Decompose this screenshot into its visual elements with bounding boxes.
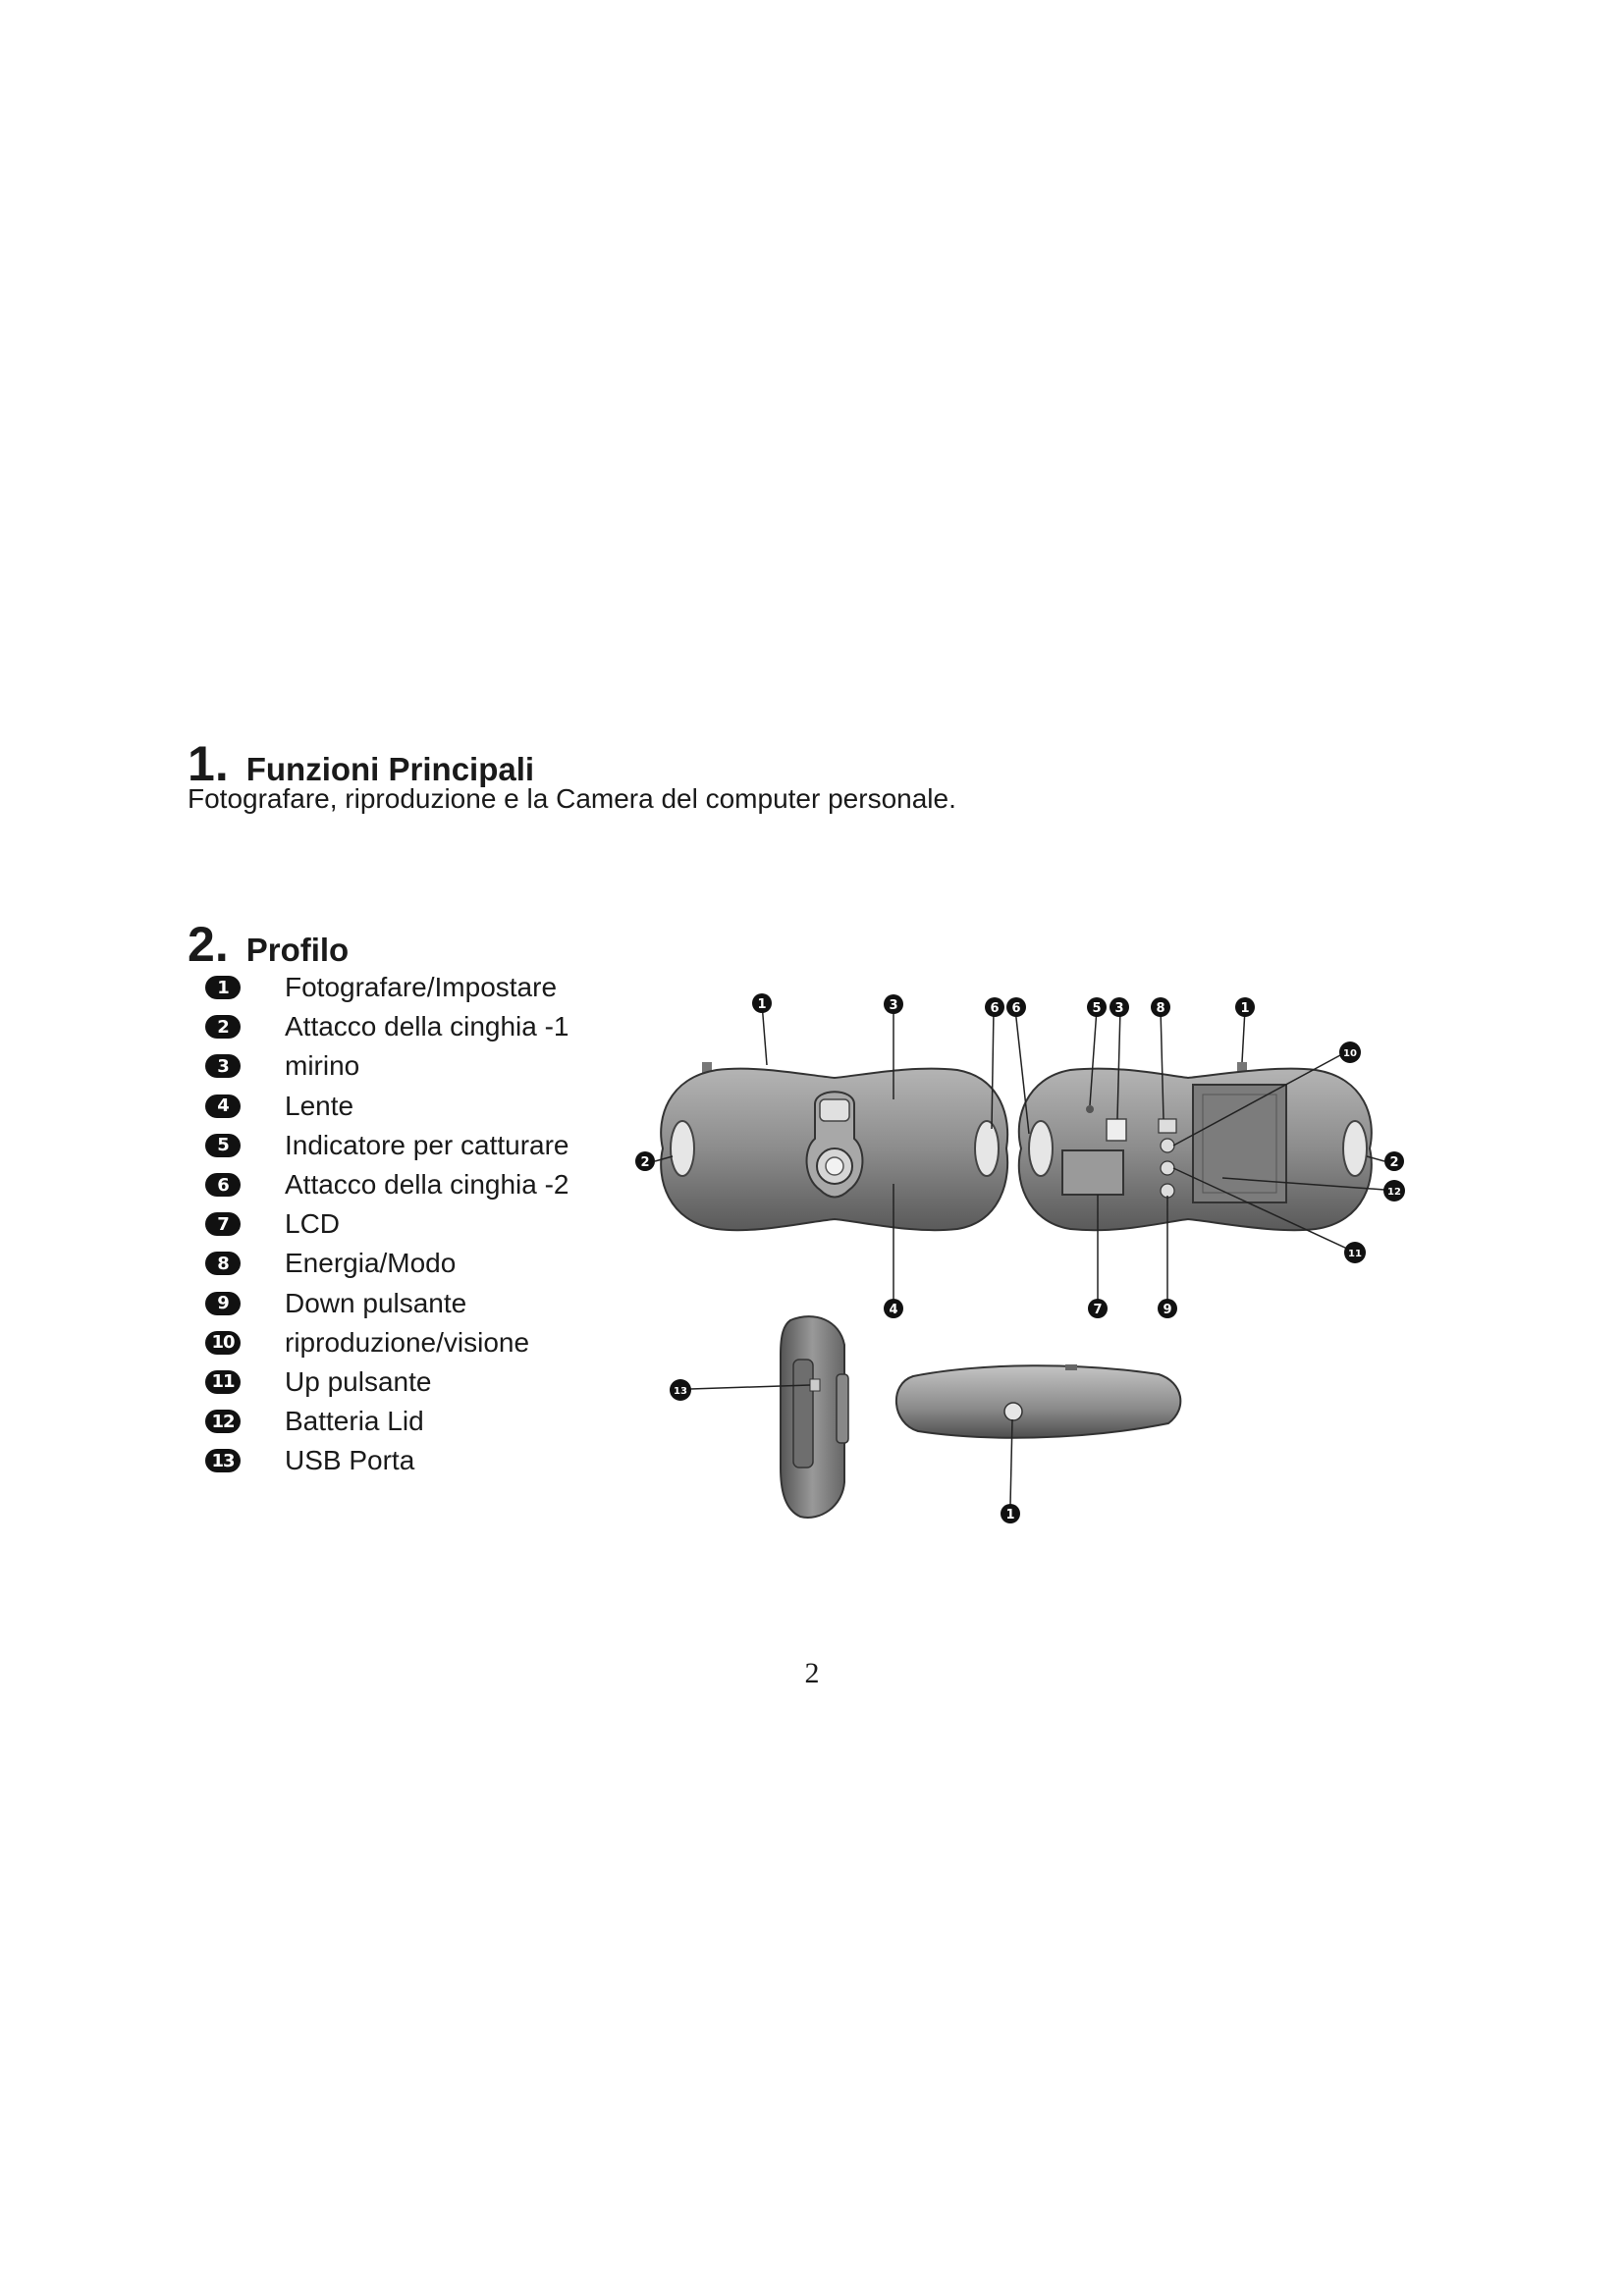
strap-hole-right	[975, 1121, 999, 1176]
part-item	[205, 1046, 598, 1086]
part-label: riproduzione/visione	[285, 1326, 530, 1358]
callout-badge	[884, 1299, 903, 1318]
camera-bottom-body	[896, 1365, 1180, 1437]
part-item	[205, 1087, 598, 1126]
section-2-dot: .	[214, 917, 229, 972]
section-1-text: Fotografare, riproduzione e la Camera del computer personale.	[188, 783, 956, 814]
number-badge: 2	[205, 1015, 241, 1039]
number-badge: 5	[205, 1134, 241, 1157]
svg-text:3: 3	[889, 998, 898, 1013]
part-label: mirino	[285, 1050, 360, 1082]
callout-badge	[1344, 1242, 1366, 1263]
down-button	[1161, 1184, 1174, 1198]
part-item	[205, 1362, 598, 1402]
svg-text:8: 8	[1156, 1001, 1165, 1016]
part-label: USB Porta	[285, 1445, 415, 1476]
capture-indicator	[1086, 1105, 1094, 1113]
part-label: Up pulsante	[285, 1365, 432, 1397]
part-label: Down pulsante	[285, 1287, 467, 1318]
part-item	[205, 1165, 598, 1204]
callout-badge	[884, 994, 903, 1014]
part-item	[205, 968, 598, 1007]
svg-text:3: 3	[1114, 1001, 1124, 1016]
section-2-number: 2	[188, 917, 215, 972]
number-badge: 11	[205, 1370, 241, 1394]
part-label: Lente	[285, 1090, 354, 1121]
part-item	[205, 1007, 598, 1046]
svg-text:1: 1	[757, 997, 767, 1012]
part-label: Fotografare/Impostare	[285, 972, 558, 1003]
callout-badge	[1087, 997, 1107, 1017]
number-badge: 8	[205, 1252, 241, 1275]
section-1-heading	[188, 736, 535, 791]
page-number: 2	[804, 1657, 820, 1689]
callout-badge	[985, 997, 1004, 1017]
viewfinder-back	[1107, 1119, 1126, 1141]
shutter-button-bottom	[1004, 1403, 1022, 1420]
number-badge: 1	[205, 976, 241, 999]
strap-hole-back-right	[1343, 1121, 1367, 1176]
part-label: Attacco della cinghia -2	[285, 1169, 569, 1201]
svg-text:4: 4	[889, 1303, 898, 1317]
part-item	[205, 1204, 598, 1244]
svg-text:7: 7	[1093, 1303, 1103, 1317]
part-item	[205, 1323, 598, 1362]
section-1-dot: .	[214, 736, 229, 791]
part-label: Indicatore per catturare	[285, 1129, 569, 1160]
svg-text:6: 6	[1011, 1001, 1021, 1016]
number-badge: 7	[205, 1212, 241, 1236]
part-item	[205, 1126, 598, 1165]
camera-back-view	[1019, 1062, 1372, 1230]
lcd-screen	[1062, 1150, 1123, 1195]
battery-lid	[1193, 1085, 1286, 1202]
part-item	[205, 1402, 598, 1441]
parts-list	[205, 968, 598, 1480]
number-badge: 13	[205, 1449, 241, 1472]
playback-button	[1161, 1139, 1174, 1152]
section-1-title: Funzioni Principali	[245, 751, 535, 787]
up-button	[1161, 1161, 1174, 1175]
svg-text:12: 12	[1387, 1187, 1401, 1198]
number-badge: 10	[205, 1331, 241, 1355]
svg-text:6: 6	[990, 1001, 1000, 1016]
strap-hole-back-left	[1029, 1121, 1053, 1176]
section-2-heading	[188, 917, 350, 972]
callout-badge	[1235, 997, 1255, 1017]
svg-text:2: 2	[640, 1155, 650, 1170]
part-label: Energia/Modo	[285, 1248, 457, 1279]
number-badge: 4	[205, 1095, 241, 1118]
svg-text:10: 10	[1343, 1048, 1357, 1059]
part-label: LCD	[285, 1208, 341, 1240]
svg-text:9: 9	[1163, 1303, 1172, 1317]
part-label: Batteria Lid	[285, 1406, 424, 1437]
camera-bottom-view	[896, 1364, 1180, 1438]
svg-text:5: 5	[1092, 1001, 1102, 1016]
callout-badge	[635, 1151, 655, 1171]
number-badge: 12	[205, 1410, 241, 1433]
callout-badge	[1001, 1504, 1020, 1523]
callout-badge	[1384, 1151, 1404, 1171]
part-item	[205, 1441, 598, 1480]
section-2-title: Profilo	[245, 932, 350, 968]
callout-badge	[1158, 1299, 1177, 1318]
callout-badge	[1006, 997, 1026, 1017]
usb-port	[810, 1379, 820, 1391]
svg-text:2: 2	[1389, 1155, 1399, 1170]
viewfinder-window	[820, 1099, 849, 1121]
camera-front-view	[661, 1062, 1007, 1230]
number-badge: 3	[205, 1054, 241, 1078]
svg-text:13: 13	[674, 1386, 687, 1397]
number-badge: 6	[205, 1173, 241, 1197]
callout-badge	[752, 993, 772, 1013]
callout-badge	[1383, 1180, 1405, 1201]
power-mode-button	[1159, 1119, 1176, 1133]
section-1-number: 1	[188, 736, 215, 791]
callout-badge	[1151, 997, 1170, 1017]
camera-side-view	[781, 1316, 848, 1518]
number-badge: 9	[205, 1292, 241, 1315]
part-item	[205, 1284, 598, 1323]
part-item	[205, 1244, 598, 1283]
callout-badge	[1339, 1041, 1361, 1063]
svg-text:11: 11	[1348, 1249, 1362, 1259]
svg-text:1: 1	[1240, 1001, 1250, 1016]
callout-badge	[670, 1379, 691, 1401]
svg-text:1: 1	[1005, 1508, 1015, 1522]
strap-hole-left	[671, 1121, 694, 1176]
camera-diagram	[609, 972, 1414, 1561]
part-label: Attacco della cinghia -1	[285, 1011, 569, 1042]
callout-badge	[1088, 1299, 1108, 1318]
callout-badge	[1110, 997, 1129, 1017]
